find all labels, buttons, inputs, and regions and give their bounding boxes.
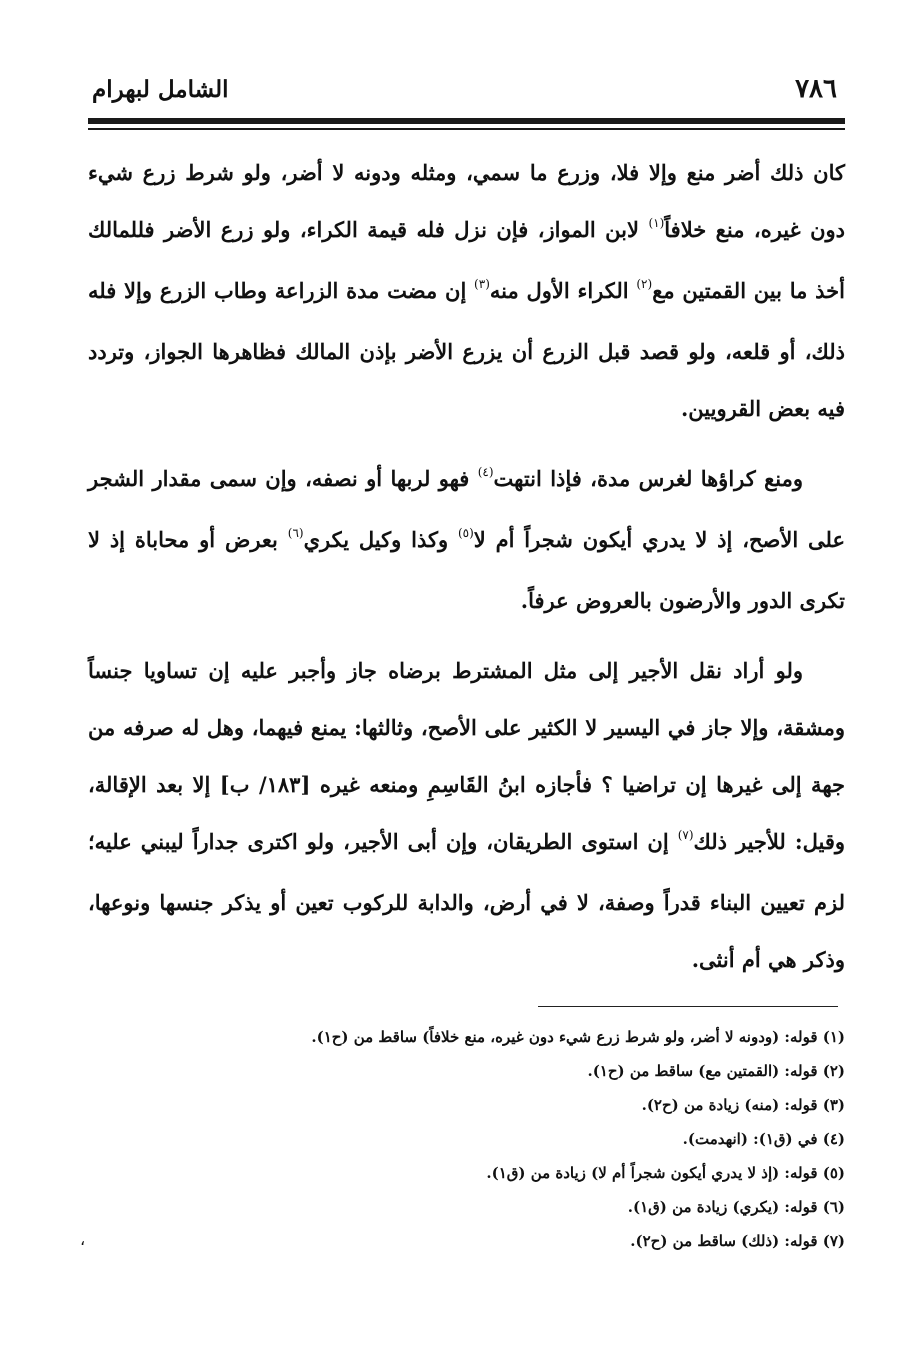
page-header bbox=[88, 70, 845, 120]
paragraph-2: ومنع كراؤها لغرس مدة، فإذا انتهت$^{(٤)}$ فهو لربها أو نصفه، وإن سمى مقدار الشجر على الأصح، إذ لا يدري أيكون شجراً أم لا$^{(٥)}$ وكذا وكيل يكري$^{(٦)}$ بعرض أو محاباة إذ لا تكرى الدور والأرضون بالعروض عرفاً. bbox=[88, 465, 846, 613]
footnote-ref-1: (١) bbox=[648, 216, 665, 230]
main-text bbox=[88, 144, 845, 988]
footnote-6: (٦) قوله: (يكري) زيادة من (ق١). bbox=[627, 1198, 845, 1216]
running-title: الشامل لبهرام bbox=[92, 76, 229, 103]
footnote-5: (٥) قوله: (إذ لا يدري أيكون شجراً أم لا) زيادة من (ق١). bbox=[486, 1164, 845, 1182]
footnote-ref-2: (٢) bbox=[636, 277, 653, 291]
footnote-4: (٤) في (ق١): (انهدمت). bbox=[682, 1130, 845, 1148]
footnote-2: (٢) قوله: (القمتين مع) ساقط من (ح١). bbox=[587, 1062, 845, 1080]
footnote-7: (٧) قوله: (ذلك) ساقط من (ح٢). bbox=[630, 1232, 845, 1250]
stray-mark: ، bbox=[80, 1230, 86, 1249]
footnote-ref-7: (٧) bbox=[677, 828, 694, 842]
page-number: ٧٨٦ bbox=[795, 74, 837, 104]
footnote-1: (١) قوله: (ودونه لا أضر، ولو شرط زرع شيء دون غيره، منع خلافاً) ساقط من (ح١). bbox=[311, 1028, 845, 1046]
footnote-ref-6: (٦) bbox=[287, 526, 304, 540]
footnote-ref-5: (٥) bbox=[457, 526, 474, 540]
paragraph-1: كان ذلك أضر منع وإلا فلا، وزرع ما سمي، ومثله ودونه لا أضر، ولو شرط زرع شيء دون غيره، منع خلافاً$^{(١)}$ لابن المواز، فإن نزل فله قيمة الكراء، ولو زرع الأضر فللمالك أخذ ما بين القمتين مع$^{(٢)}$ الكراء الأول منه$^{(٣)}$ إن مضت مدة الزراعة وطاب الزرع وإلا فله ذلك، أو قلعه، ولو قصد قبل الزرع أن يزرع الأضر بإذن المالك فظاهرها الجواز، وتردد فيه بعض القرويين. bbox=[88, 160, 845, 421]
footnotes bbox=[88, 1020, 845, 1258]
footnote-ref-3: (٣) bbox=[474, 277, 490, 291]
footnote-separator bbox=[538, 1006, 838, 1007]
header-rule-thin bbox=[88, 128, 845, 130]
footnote-ref-4: (٤) bbox=[477, 465, 494, 479]
footnote-3: (٣) قوله: (منه) زيادة من (ح٢). bbox=[641, 1096, 845, 1114]
paragraph-3: ولو أراد نقل الأجير إلى مثل المشترط برضاه جاز وأجبر عليه إن تساويا جنساً ومشقة، وإلا جاز في اليسير لا الكثير على الأصح، وثالثها: يمنع فيهما، وهل له صرفه من جهة إلى غيرها إن تراضيا ؟ فأجازه ابنُ القَاسِمِ ومنعه غيره [١٨٣/ ب] إلا بعد الإقالة، وقيل: للأجير ذلك$^{(٧)}$ إن استوى الطريقان، وإن أبى الأجير، ولو اكترى جداراً ليبني عليه؛ لزم تعيين البناء قدراً وصفة، لا في أرض، والدابة للركوب تعين أو يذكر جنسها ونوعها، وذكر هي أم أنثى. bbox=[88, 658, 845, 972]
header-rule-thick bbox=[88, 118, 845, 124]
